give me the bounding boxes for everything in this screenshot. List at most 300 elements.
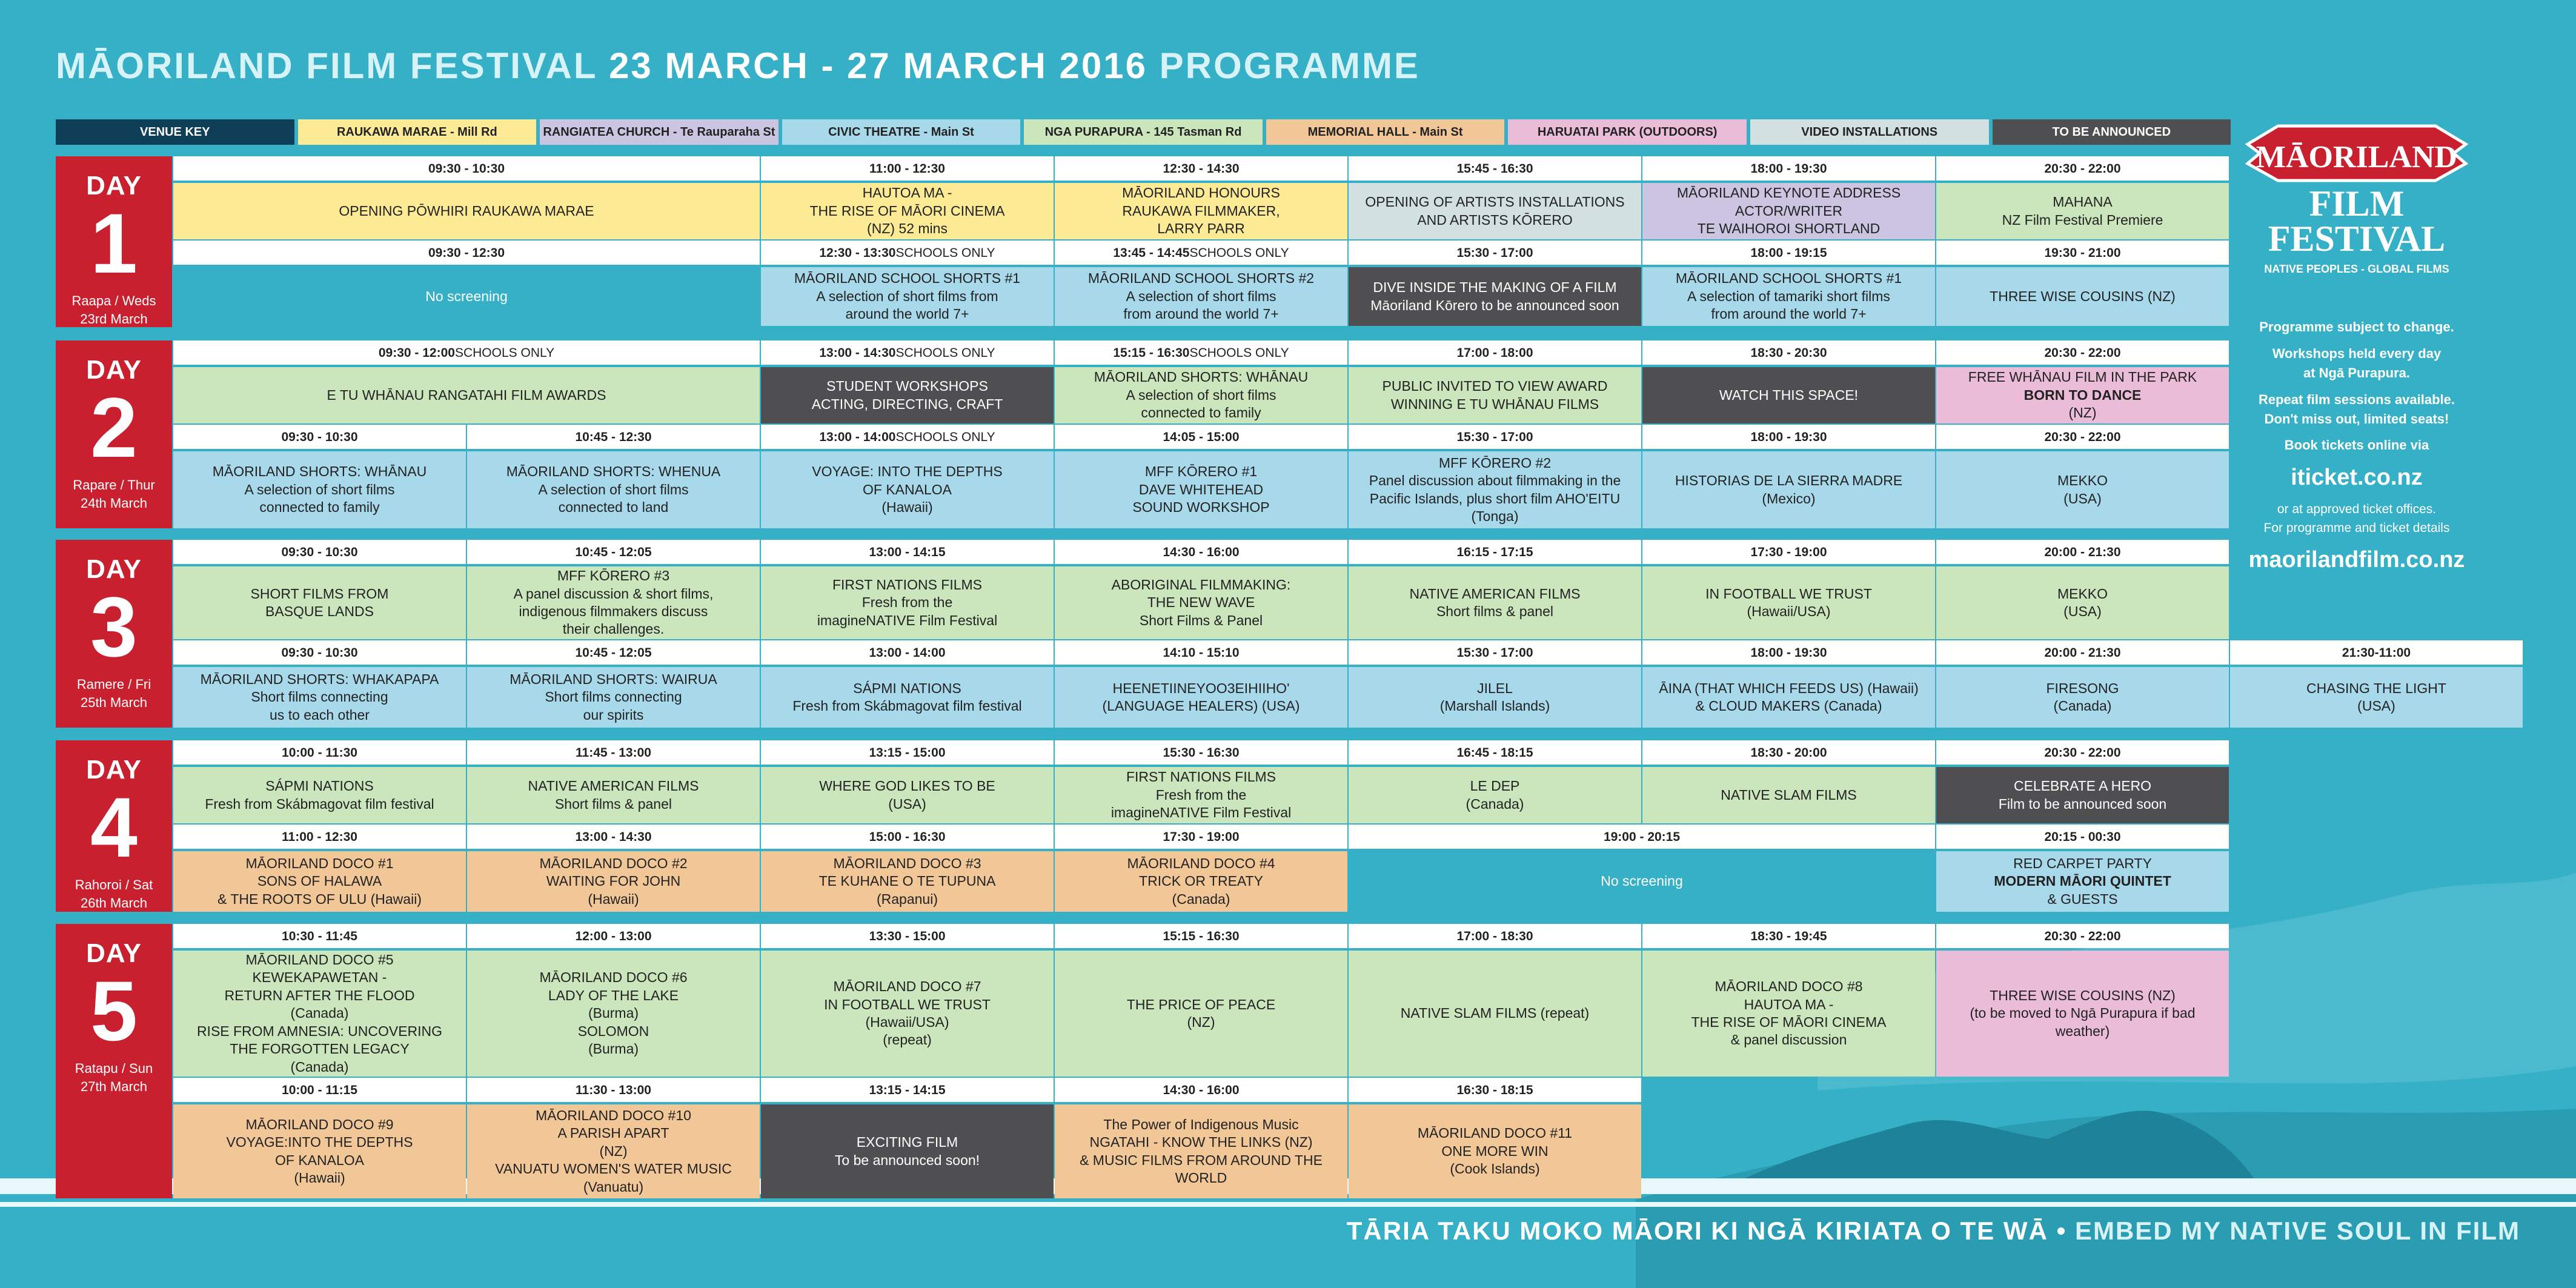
event-title: HISTORIAS DE LA SIERRA MADRE (Mexico) bbox=[1675, 473, 1903, 506]
day-date: Ratapu / Sun 27th March bbox=[75, 1061, 153, 1094]
event-title: JILEL (Marshall Islands) bbox=[1439, 680, 1550, 714]
time-slot bbox=[1349, 156, 1641, 181]
title-dates: 23 MARCH - 27 MARCH 2016 bbox=[609, 45, 1147, 86]
event-cell[interactable] bbox=[761, 267, 1054, 326]
time-slot bbox=[173, 340, 760, 365]
event-title: MĀORILAND DOCO #8 HAUTOA MA - THE RISE OF MĀORI CINEMA & panel discussion bbox=[1691, 978, 1887, 1048]
time-range: 10:45 - 12:05 bbox=[575, 545, 652, 559]
time-slot bbox=[173, 425, 466, 449]
event-cell[interactable] bbox=[1936, 767, 2229, 823]
event-title: MEKKO (USA) bbox=[2057, 473, 2108, 506]
time-slot bbox=[1936, 924, 2229, 948]
event-title: MĀORILAND DOCO #1 SONS OF HALAWA & THE ROOTS OF ULU (Hawaii) bbox=[217, 855, 422, 907]
time-slot bbox=[1349, 1078, 1641, 1102]
day-number: 1 bbox=[90, 196, 138, 291]
time-range: 11:30 - 13:00 bbox=[576, 1083, 651, 1097]
event-title: NATIVE AMERICAN FILMS Short films & panel bbox=[528, 778, 699, 812]
event-cell[interactable] bbox=[1055, 367, 1347, 423]
time-slot bbox=[1055, 540, 1347, 564]
time-range: 15:15 - 16:30 bbox=[1163, 929, 1240, 943]
logo-line3: FESTIVAL bbox=[2268, 219, 2446, 259]
time-slot bbox=[173, 924, 466, 948]
time-slot bbox=[1936, 241, 2229, 265]
event-title: MĀORILAND SHORTS: WHENUA A selection of short films connected to land bbox=[506, 463, 721, 516]
page-title bbox=[56, 45, 1420, 87]
event-cell[interactable] bbox=[761, 667, 1054, 728]
time-range: 11:00 - 12:30 bbox=[869, 161, 945, 176]
event-title: MĀORILAND SHORTS: WHĀNAU A selection of short films connected to family bbox=[1094, 369, 1309, 421]
logo-tagline: NATIVE PEOPLES - GLOBAL FILMS bbox=[2264, 263, 2449, 275]
time-range: 17:00 - 18:00 bbox=[1456, 345, 1533, 360]
event-title: MĀORILAND HONOURS RAUKAWA FILMMAKER, LARRY PARR bbox=[1122, 185, 1280, 237]
event-title: OPENING OF ARTISTS INSTALLATIONS AND ARTISTS KŌRERO bbox=[1365, 194, 1625, 228]
time-slot bbox=[467, 640, 760, 665]
event-cell[interactable] bbox=[1936, 367, 2229, 423]
event-cell[interactable] bbox=[1349, 767, 1641, 823]
time-slot bbox=[1055, 1078, 1347, 1102]
time-range: 09:30 - 10:30 bbox=[281, 645, 358, 660]
logo-line2: FILM bbox=[2309, 184, 2405, 224]
time-range: 13:15 - 14:15 bbox=[869, 1083, 946, 1097]
event-cell[interactable] bbox=[1055, 267, 1347, 326]
event-title: RED CARPET PARTY bbox=[2013, 855, 2152, 871]
event-cell[interactable] bbox=[1349, 367, 1641, 423]
event-cell[interactable] bbox=[761, 367, 1054, 423]
time-slot bbox=[761, 825, 1054, 849]
event-cell[interactable] bbox=[467, 951, 760, 1077]
time-slot bbox=[173, 540, 466, 564]
time-range: 18:00 - 19:15 bbox=[1750, 245, 1827, 260]
event-title: ABORIGINAL FILMMAKING: THE NEW WAVE Short Films & Panel bbox=[1111, 576, 1291, 628]
event-title: SÁPMI NATIONS Fresh from Skábmagovat film festival bbox=[205, 778, 434, 812]
time-note: SCHOOLS ONLY bbox=[895, 245, 995, 260]
time-range: 09:30 - 10:30 bbox=[281, 430, 358, 444]
day-number: 4 bbox=[90, 780, 138, 875]
info-sidebar bbox=[2242, 317, 2472, 583]
venue-key-item: RAUKAWA MARAE - Mill Rd bbox=[298, 119, 537, 145]
event-cell[interactable] bbox=[1055, 1104, 1347, 1198]
time-range: 13:45 - 14:45 bbox=[1113, 245, 1190, 260]
time-slot bbox=[1055, 241, 1347, 265]
event-cell[interactable] bbox=[1349, 183, 1641, 239]
time-range: 20:30 - 22:00 bbox=[2044, 345, 2121, 360]
time-range: 10:45 - 12:05 bbox=[575, 645, 652, 660]
event-cell[interactable] bbox=[1349, 951, 1641, 1077]
time-slot bbox=[467, 924, 760, 948]
maoriland-logo bbox=[2242, 120, 2472, 277]
time-range: 20:30 - 22:00 bbox=[2044, 745, 2121, 760]
time-range: 13:00 - 14:00 bbox=[869, 645, 946, 660]
event-title: MĀORILAND SCHOOL SHORTS #1 A selection of tamariki short films from around the world 7+ bbox=[1675, 270, 1902, 322]
event-title: THREE WISE COUSINS (NZ) bbox=[1990, 288, 2176, 304]
time-slot bbox=[1055, 924, 1347, 948]
event-title: FIRESONG (Canada) bbox=[2046, 680, 2119, 714]
venue-key-item: TO BE ANNOUNCED bbox=[1993, 119, 2231, 145]
day-number: 2 bbox=[90, 380, 138, 475]
time-range: 15:00 - 16:30 bbox=[869, 829, 946, 844]
time-slot bbox=[1642, 241, 1935, 265]
day-label-5 bbox=[56, 924, 172, 1198]
day-number: 5 bbox=[90, 963, 138, 1058]
event-cell[interactable] bbox=[467, 1104, 760, 1198]
event-cell[interactable] bbox=[1055, 767, 1347, 823]
event-cell[interactable] bbox=[761, 1104, 1054, 1198]
note-workshops: Workshops held every day at Ngā Purapura. bbox=[2272, 345, 2442, 380]
time-range: 11:45 - 13:00 bbox=[576, 745, 651, 760]
time-slot bbox=[173, 740, 466, 765]
event-title: WHERE GOD LIKES TO BE (USA) bbox=[819, 778, 995, 812]
time-slot bbox=[1349, 340, 1641, 365]
event-cell[interactable] bbox=[1936, 951, 2229, 1077]
event-cell[interactable] bbox=[1642, 951, 1935, 1077]
time-slot bbox=[761, 156, 1054, 181]
time-slot bbox=[1055, 640, 1347, 665]
time-range: 18:00 - 19:30 bbox=[1750, 161, 1827, 176]
time-slot bbox=[173, 241, 760, 265]
event-cell[interactable] bbox=[761, 951, 1054, 1077]
event-title: SHORT FILMS FROM BASQUE LANDS bbox=[250, 585, 389, 619]
venue-key-item: RANGIATEA CHURCH - Te Rauparaha St bbox=[540, 119, 778, 145]
time-slot bbox=[1055, 425, 1347, 449]
website-link[interactable]: maorilandfilm.co.nz bbox=[2248, 547, 2465, 573]
footer-motto bbox=[1347, 1217, 2520, 1246]
event-title: MĀORILAND DOCO #9 VOYAGE:INTO THE DEPTHS OF KANALOA (Hawaii) bbox=[226, 1116, 413, 1186]
event-cell[interactable] bbox=[1936, 566, 2229, 639]
time-note: SCHOOLS ONLY bbox=[1189, 245, 1289, 260]
event-title: MĀORILAND SCHOOL SHORTS #2 A selection of short films from around the world 7+ bbox=[1087, 270, 1315, 322]
day-word: DAY bbox=[86, 938, 142, 968]
time-slot bbox=[467, 425, 760, 449]
event-title: PUBLIC INVITED TO VIEW AWARD WINNING E TU WHĀNAU FILMS bbox=[1382, 378, 1608, 412]
time-slot bbox=[173, 825, 466, 849]
note-book-online: Book tickets online via bbox=[2284, 437, 2429, 453]
event-title: CELEBRATE A HERO Film to be announced soon bbox=[1998, 778, 2167, 812]
time-range: 20:30 - 22:00 bbox=[2044, 161, 2121, 176]
time-slot bbox=[467, 825, 760, 849]
time-slot bbox=[1936, 640, 2229, 665]
time-range: 10:45 - 12:30 bbox=[575, 430, 652, 444]
title-programme: PROGRAMME bbox=[1159, 45, 1420, 86]
time-slot bbox=[1642, 740, 1935, 765]
time-range: 16:15 - 17:15 bbox=[1456, 545, 1533, 559]
event-cell[interactable] bbox=[1349, 1104, 1641, 1198]
event-cell[interactable] bbox=[1642, 183, 1935, 239]
event-cell[interactable] bbox=[1055, 851, 1347, 912]
day-date: Rahoroi / Sat 26th March bbox=[75, 877, 153, 911]
event-cell[interactable] bbox=[1349, 267, 1641, 326]
time-range: 09:30 - 10:30 bbox=[281, 545, 358, 559]
event-title: FIRST NATIONS FILMS Fresh from the imagineNATIVE Film Festival bbox=[817, 576, 998, 628]
time-slot bbox=[761, 740, 1054, 765]
event-cell[interactable] bbox=[173, 183, 760, 239]
time-slot bbox=[1055, 156, 1347, 181]
time-slot bbox=[1936, 425, 2229, 449]
time-slot bbox=[1349, 241, 1641, 265]
time-range: 16:30 - 18:15 bbox=[1456, 1083, 1533, 1097]
event-cell[interactable] bbox=[2230, 667, 2523, 728]
event-title: LE DEP (Canada) bbox=[1466, 778, 1524, 812]
time-range: 14:30 - 16:00 bbox=[1163, 545, 1240, 559]
event-cell[interactable] bbox=[761, 183, 1054, 239]
time-slot bbox=[1936, 156, 2229, 181]
time-range: 15:30 - 17:00 bbox=[1456, 430, 1533, 444]
time-slot bbox=[1642, 924, 1935, 948]
event-cell[interactable] bbox=[1642, 267, 1935, 326]
event-cell[interactable] bbox=[173, 267, 760, 326]
event-title: HEENETIINEYOO3EIHIIHO' (LANGUAGE HEALERS) (USA) bbox=[1102, 680, 1300, 714]
time-range: 12:30 - 13:30 bbox=[819, 245, 896, 260]
event-highlight: BORN TO DANCE bbox=[2023, 387, 2142, 403]
event-title: MĀORILAND SCHOOL SHORTS #1 A selection of short films from around the world 7+ bbox=[794, 270, 1021, 322]
time-range: 12:00 - 13:00 bbox=[575, 929, 652, 943]
time-slot bbox=[761, 241, 1054, 265]
event-cell[interactable] bbox=[173, 667, 466, 728]
day-date: Ramere / Fri 25th March bbox=[76, 677, 151, 710]
venue-key-item: HARUATAI PARK (OUTDOORS) bbox=[1508, 119, 1747, 145]
event-title: MFF KŌRERO #1 DAVE WHITEHEAD SOUND WORKSHOP bbox=[1132, 463, 1270, 516]
time-slot bbox=[1349, 740, 1641, 765]
time-slot bbox=[1642, 340, 1935, 365]
day-number: 3 bbox=[90, 579, 138, 674]
event-cell[interactable] bbox=[761, 566, 1054, 639]
time-range: 14:05 - 15:00 bbox=[1163, 430, 1240, 444]
footer-english-text: EMBED MY NATIVE SOUL IN FILM bbox=[2074, 1217, 2520, 1245]
event-title: OPENING PŌWHIRI RAUKAWA MARAE bbox=[339, 202, 594, 219]
event-title: The Power of Indigenous Music NGATAHI - KNOW THE LINKS (NZ) & MUSIC FILMS FROM AROUND THE WORLD bbox=[1080, 1116, 1323, 1186]
event-cell[interactable] bbox=[467, 667, 760, 728]
time-slot bbox=[467, 1078, 760, 1102]
event-cell[interactable] bbox=[1349, 667, 1641, 728]
time-range: 18:30 - 19:45 bbox=[1750, 929, 1827, 943]
time-slot bbox=[761, 1078, 1054, 1102]
event-title: MAHANA NZ Film Festival Premiere bbox=[2002, 194, 2163, 228]
event-cell[interactable] bbox=[1055, 951, 1347, 1077]
event-cell[interactable] bbox=[467, 767, 760, 823]
day-word: DAY bbox=[86, 171, 142, 201]
footer-maori-text: TĀRIA TAKU MOKO MĀORI KI NGĀ KIRIATA O TE WĀ bbox=[1346, 1217, 2048, 1245]
time-range: 18:00 - 19:30 bbox=[1750, 645, 1827, 660]
event-extra: & GUESTS bbox=[2047, 891, 2118, 907]
event-cell[interactable] bbox=[467, 566, 760, 639]
time-range: 11:00 - 12:30 bbox=[282, 829, 357, 844]
time-range: 09:30 - 12:30 bbox=[428, 245, 505, 260]
event-cell[interactable] bbox=[1642, 451, 1935, 528]
event-title: FIRST NATIONS FILMS Fresh from the imagineNATIVE Film Festival bbox=[1110, 769, 1292, 821]
event-cell[interactable] bbox=[173, 566, 466, 639]
event-cell[interactable] bbox=[1936, 451, 2229, 528]
event-cell[interactable] bbox=[1642, 367, 1935, 423]
event-cell[interactable] bbox=[1055, 183, 1347, 239]
time-range: 12:30 - 14:30 bbox=[1163, 161, 1240, 176]
time-slot bbox=[761, 924, 1054, 948]
event-cell[interactable] bbox=[173, 851, 466, 912]
iticket-link[interactable]: iticket.co.nz bbox=[2291, 465, 2423, 491]
time-slot bbox=[1642, 640, 1935, 665]
day-word: DAY bbox=[86, 355, 142, 385]
venue-key-item: NGA PURAPURA - 145 Tasman Rd bbox=[1024, 119, 1263, 145]
event-title: MĀORILAND SHORTS: WHĀNAU A selection of short films connected to family bbox=[212, 463, 427, 516]
time-range: 15:30 - 17:00 bbox=[1456, 645, 1533, 660]
time-range: 17:00 - 18:30 bbox=[1456, 929, 1533, 943]
event-cell[interactable] bbox=[1642, 767, 1935, 823]
event-cell[interactable] bbox=[761, 851, 1054, 912]
event-title: NATIVE SLAM FILMS bbox=[1721, 786, 1857, 803]
time-range: 18:30 - 20:30 bbox=[1750, 345, 1827, 360]
time-slot bbox=[1349, 825, 1935, 849]
event-title: MĀORILAND DOCO #3 TE KUHANE O TE TUPUNA (Rapanui) bbox=[818, 855, 996, 907]
event-title: EXCITING FILM To be announced soon! bbox=[834, 1134, 980, 1168]
time-note: SCHOOLS ONLY bbox=[454, 345, 555, 360]
time-slot bbox=[467, 740, 760, 765]
time-range: 13:00 - 14:00 bbox=[819, 430, 896, 444]
time-slot bbox=[1055, 340, 1347, 365]
event-title: MĀORILAND DOCO #10 A PARISH APART (NZ) VANUATU WOMEN'S WATER MUSIC (Vanuatu) bbox=[495, 1107, 732, 1195]
event-title: STUDENT WORKSHOPS ACTING, DIRECTING, CRAFT bbox=[811, 378, 1003, 412]
event-cell[interactable] bbox=[1642, 566, 1935, 639]
event-cell[interactable] bbox=[761, 767, 1054, 823]
time-slot bbox=[173, 1078, 466, 1102]
event-title: No screening bbox=[425, 288, 508, 304]
time-slot bbox=[1055, 740, 1347, 765]
time-range: 21:30-11:00 bbox=[2342, 645, 2411, 660]
event-title: No screening bbox=[1601, 873, 1683, 889]
event-extra: (NZ) bbox=[2068, 405, 2097, 421]
event-title: MĀORILAND DOCO #7 IN FOOTBALL WE TRUST (Hawaii/USA) (repeat) bbox=[824, 978, 991, 1048]
event-cell[interactable] bbox=[1055, 667, 1347, 728]
time-range: 20:15 - 00:30 bbox=[2044, 829, 2121, 844]
time-slot bbox=[2230, 640, 2523, 665]
event-cell[interactable] bbox=[1055, 451, 1347, 528]
day-date: Raapa / Weds 23rd March bbox=[71, 293, 156, 327]
time-note: SCHOOLS ONLY bbox=[895, 345, 995, 360]
venue-key bbox=[56, 119, 2231, 145]
time-range: 09:30 - 12:00 bbox=[378, 345, 455, 360]
title-festival-name: MĀORILAND FILM FESTIVAL bbox=[56, 45, 597, 86]
time-range: 13:00 - 14:15 bbox=[869, 545, 946, 559]
note-subject-to-change: Programme subject to change. bbox=[2259, 319, 2454, 334]
event-cell[interactable] bbox=[1936, 183, 2229, 239]
event-cell[interactable] bbox=[173, 367, 760, 423]
event-title: MFF KŌRERO #2 Panel discussion about filmmaking in the Pacific Islands, plus short film AHO'EITU (Tonga) bbox=[1369, 454, 1621, 524]
event-cell[interactable] bbox=[467, 451, 760, 528]
event-title: IN FOOTBALL WE TRUST (Hawaii/USA) bbox=[1705, 585, 1872, 619]
time-slot bbox=[1349, 924, 1641, 948]
time-note: SCHOOLS ONLY bbox=[895, 430, 995, 444]
time-range: 17:30 - 19:00 bbox=[1750, 545, 1827, 559]
event-cell[interactable] bbox=[173, 951, 466, 1077]
note-repeat-sessions: Repeat film sessions available. Don't miss out, limited seats! bbox=[2258, 391, 2455, 427]
event-title: MEKKO (USA) bbox=[2057, 585, 2108, 619]
event-cell[interactable] bbox=[1349, 566, 1641, 639]
event-title: THREE WISE COUSINS (NZ) (to be moved to Ngā Purapura if bad weather) bbox=[1970, 987, 2196, 1039]
time-slot bbox=[1349, 425, 1641, 449]
time-range: 17:30 - 19:00 bbox=[1163, 829, 1240, 844]
event-cell[interactable] bbox=[761, 451, 1054, 528]
event-title: MĀORILAND SHORTS: WAIRUA Short films connecting our spirits bbox=[510, 671, 717, 723]
time-range: 10:00 - 11:30 bbox=[282, 745, 357, 760]
day-label-1 bbox=[56, 156, 172, 327]
time-range: 20:00 - 21:30 bbox=[2044, 545, 2121, 559]
time-slot bbox=[467, 540, 760, 564]
event-cell[interactable] bbox=[1055, 566, 1347, 639]
event-cell[interactable] bbox=[1349, 851, 1935, 912]
day-date: Rapare / Thur 24th March bbox=[73, 477, 155, 511]
event-title: FREE WHĀNAU FILM IN THE PARK bbox=[1968, 369, 2197, 385]
time-range: 13:30 - 15:00 bbox=[869, 929, 946, 943]
time-range: 13:00 - 14:30 bbox=[819, 345, 896, 360]
time-range: 14:10 - 15:10 bbox=[1163, 645, 1240, 660]
event-title: MĀORILAND KEYNOTE ADDRESS ACTOR/WRITER TE WAIHOROI SHORTLAND bbox=[1676, 185, 1901, 237]
time-slot bbox=[1642, 425, 1935, 449]
event-title: DIVE INSIDE THE MAKING OF A FILM Māoriland Kōrero to be announced soon bbox=[1370, 279, 1619, 313]
time-slot bbox=[1936, 740, 2229, 765]
time-range: 10:00 - 11:15 bbox=[282, 1083, 357, 1097]
time-range: 20:00 - 21:30 bbox=[2044, 645, 2121, 660]
event-title: NATIVE AMERICAN FILMS Short films & panel bbox=[1409, 585, 1581, 619]
note-ticket-offices: or at approved ticket offices. For programme and ticket details bbox=[2263, 502, 2450, 535]
event-title: MĀORILAND DOCO #2 WAITING FOR JOHN (Hawaii) bbox=[539, 855, 688, 907]
time-slot bbox=[761, 340, 1054, 365]
logo-line1: MĀORILAND bbox=[2256, 140, 2458, 174]
venue-key-item: VIDEO INSTALLATIONS bbox=[1750, 119, 1989, 145]
time-range: 10:30 - 11:45 bbox=[282, 929, 357, 943]
event-cell[interactable] bbox=[1936, 667, 2229, 728]
time-range: 15:30 - 16:30 bbox=[1163, 745, 1240, 760]
event-title: ĀINA (THAT WHICH FEEDS US) (Hawaii) & CLOUD MAKERS (Canada) bbox=[1659, 680, 1919, 714]
day-word: DAY bbox=[86, 554, 142, 584]
event-cell[interactable] bbox=[173, 1104, 466, 1198]
time-slot bbox=[1642, 156, 1935, 181]
event-title: E TU WHĀNAU RANGATAHI FILM AWARDS bbox=[327, 387, 606, 403]
time-range: 09:30 - 10:30 bbox=[428, 161, 505, 176]
time-slot bbox=[173, 640, 466, 665]
time-range: 20:30 - 22:00 bbox=[2044, 430, 2121, 444]
time-slot bbox=[173, 156, 760, 181]
time-range: 15:30 - 17:00 bbox=[1456, 245, 1533, 260]
day-word: DAY bbox=[86, 755, 142, 785]
event-highlight: MODERN MĀORI QUINTET bbox=[1994, 873, 2171, 889]
event-cell[interactable] bbox=[173, 767, 466, 823]
time-slot bbox=[1936, 540, 2229, 564]
event-title: MFF KŌRERO #3 A panel discussion & short films, indigenous filmmakers discuss their challenges. bbox=[513, 568, 714, 637]
event-cell[interactable] bbox=[1936, 267, 2229, 326]
event-title: MĀORILAND DOCO #11 ONE MORE WIN (Cook Islands) bbox=[1417, 1125, 1573, 1177]
time-slot bbox=[1349, 540, 1641, 564]
time-note: SCHOOLS ONLY bbox=[1189, 345, 1289, 360]
time-slot bbox=[1349, 640, 1641, 665]
event-cell[interactable] bbox=[1936, 851, 2229, 912]
time-slot bbox=[1936, 825, 2229, 849]
event-cell[interactable] bbox=[1349, 451, 1641, 528]
event-title: MĀORILAND SHORTS: WHAKAPAPA Short films connecting us to each other bbox=[200, 671, 439, 723]
event-title: MĀORILAND DOCO #4 TRICK OR TREATY (Canada) bbox=[1127, 855, 1275, 907]
event-cell[interactable] bbox=[467, 851, 760, 912]
venue-key-item: VENUE KEY bbox=[56, 119, 294, 145]
time-range: 13:15 - 15:00 bbox=[869, 745, 946, 760]
event-title: MĀORILAND DOCO #5 KEWEKAPAWETAN - RETURN AFTER THE FLOOD (Canada) RISE FROM AMNESIA: UNCOVERING THE FORGOTTEN LEGACY (Canada) bbox=[196, 951, 443, 1075]
day-label-4 bbox=[56, 740, 172, 912]
event-title: THE PRICE OF PEACE (NZ) bbox=[1126, 996, 1276, 1030]
time-slot bbox=[1642, 540, 1935, 564]
time-slot bbox=[761, 640, 1054, 665]
event-title: CHASING THE LIGHT (USA) bbox=[2306, 680, 2446, 714]
time-range: 14:30 - 16:00 bbox=[1163, 1083, 1240, 1097]
event-cell[interactable] bbox=[173, 451, 466, 528]
venue-key-item: MEMORIAL HALL - Main St bbox=[1266, 119, 1505, 145]
venue-key-item: CIVIC THEATRE - Main St bbox=[782, 119, 1021, 145]
event-cell[interactable] bbox=[1642, 667, 1935, 728]
time-range: 19:30 - 21:00 bbox=[2044, 245, 2121, 260]
